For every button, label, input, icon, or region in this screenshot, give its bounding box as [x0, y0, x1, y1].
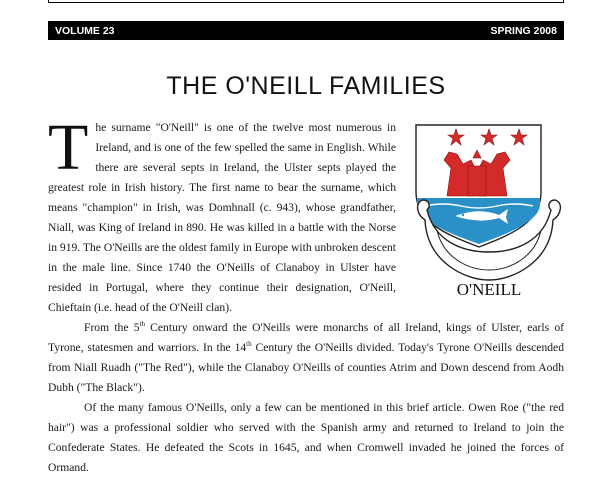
article-title: THE O'NEILL FAMILIES [166, 72, 446, 100]
intro-text: he surname "O'Neill" is one of the twelve most numerous in Ireland, and is one of the few spelled the same in English. While there are several septs in Ireland, the Ulster septs played the greatest role in Irish history. The first name to bear the surname, which means "champion" in Irish, was Domhnall (c. 943), whose grandfather, Niall, was King of Ireland in 890. He was killed in a battle with the Norse in 919. The O'Neills are the oldest family in Europe with unbroken descent in the male line. Since 1740 the O'Neills of Clanaboy in Ulster have resided in Portugal, where they continue their designation, O'Neill, Chieftain (i.e. head of the O'Neill clan). [48, 121, 396, 314]
crest-caption: O'NEILL [456, 280, 522, 299]
p2-start: From the 5 [84, 321, 140, 334]
season-label: SPRING 2008 [490, 25, 557, 37]
p2-middle: Century onward the O'Neills were monarchs of all Ireland, kings of Ulster, earls of Tyrone, statesmen and warriors. In the 14 [48, 321, 564, 354]
top-frame [48, 0, 564, 3]
p2-sup-1: th [139, 320, 145, 329]
volume-bar [48, 21, 564, 40]
intro-paragraph [48, 111, 396, 318]
drop-cap: T [48, 111, 89, 184]
paragraph-2 [48, 318, 564, 398]
paragraph-3: Of the many famous O'Neills, only a few can be mentioned in this brief article. Owen Roe ("the red hair") was a professional soldier who served with the Spanish army and returned to Ireland to join the Confederate States. He defeated the Scots in 1645, and when Cromwell invaded he joined the forces of Ormand. [48, 401, 564, 474]
p2-end: Century the O'Neills divided. Today's Tyrone O'Neills descended from Niall Ruadh ("The Red"), while the Clanaboy O'Neills of counties Atrim and Down descend from Aodh Dubh ("The Black"). [48, 341, 564, 394]
oneill-coat-of-arms [413, 122, 565, 282]
p2-sup-2: th [246, 340, 252, 349]
volume-label: VOLUME 23 [55, 25, 115, 37]
lions-icon [444, 150, 510, 196]
